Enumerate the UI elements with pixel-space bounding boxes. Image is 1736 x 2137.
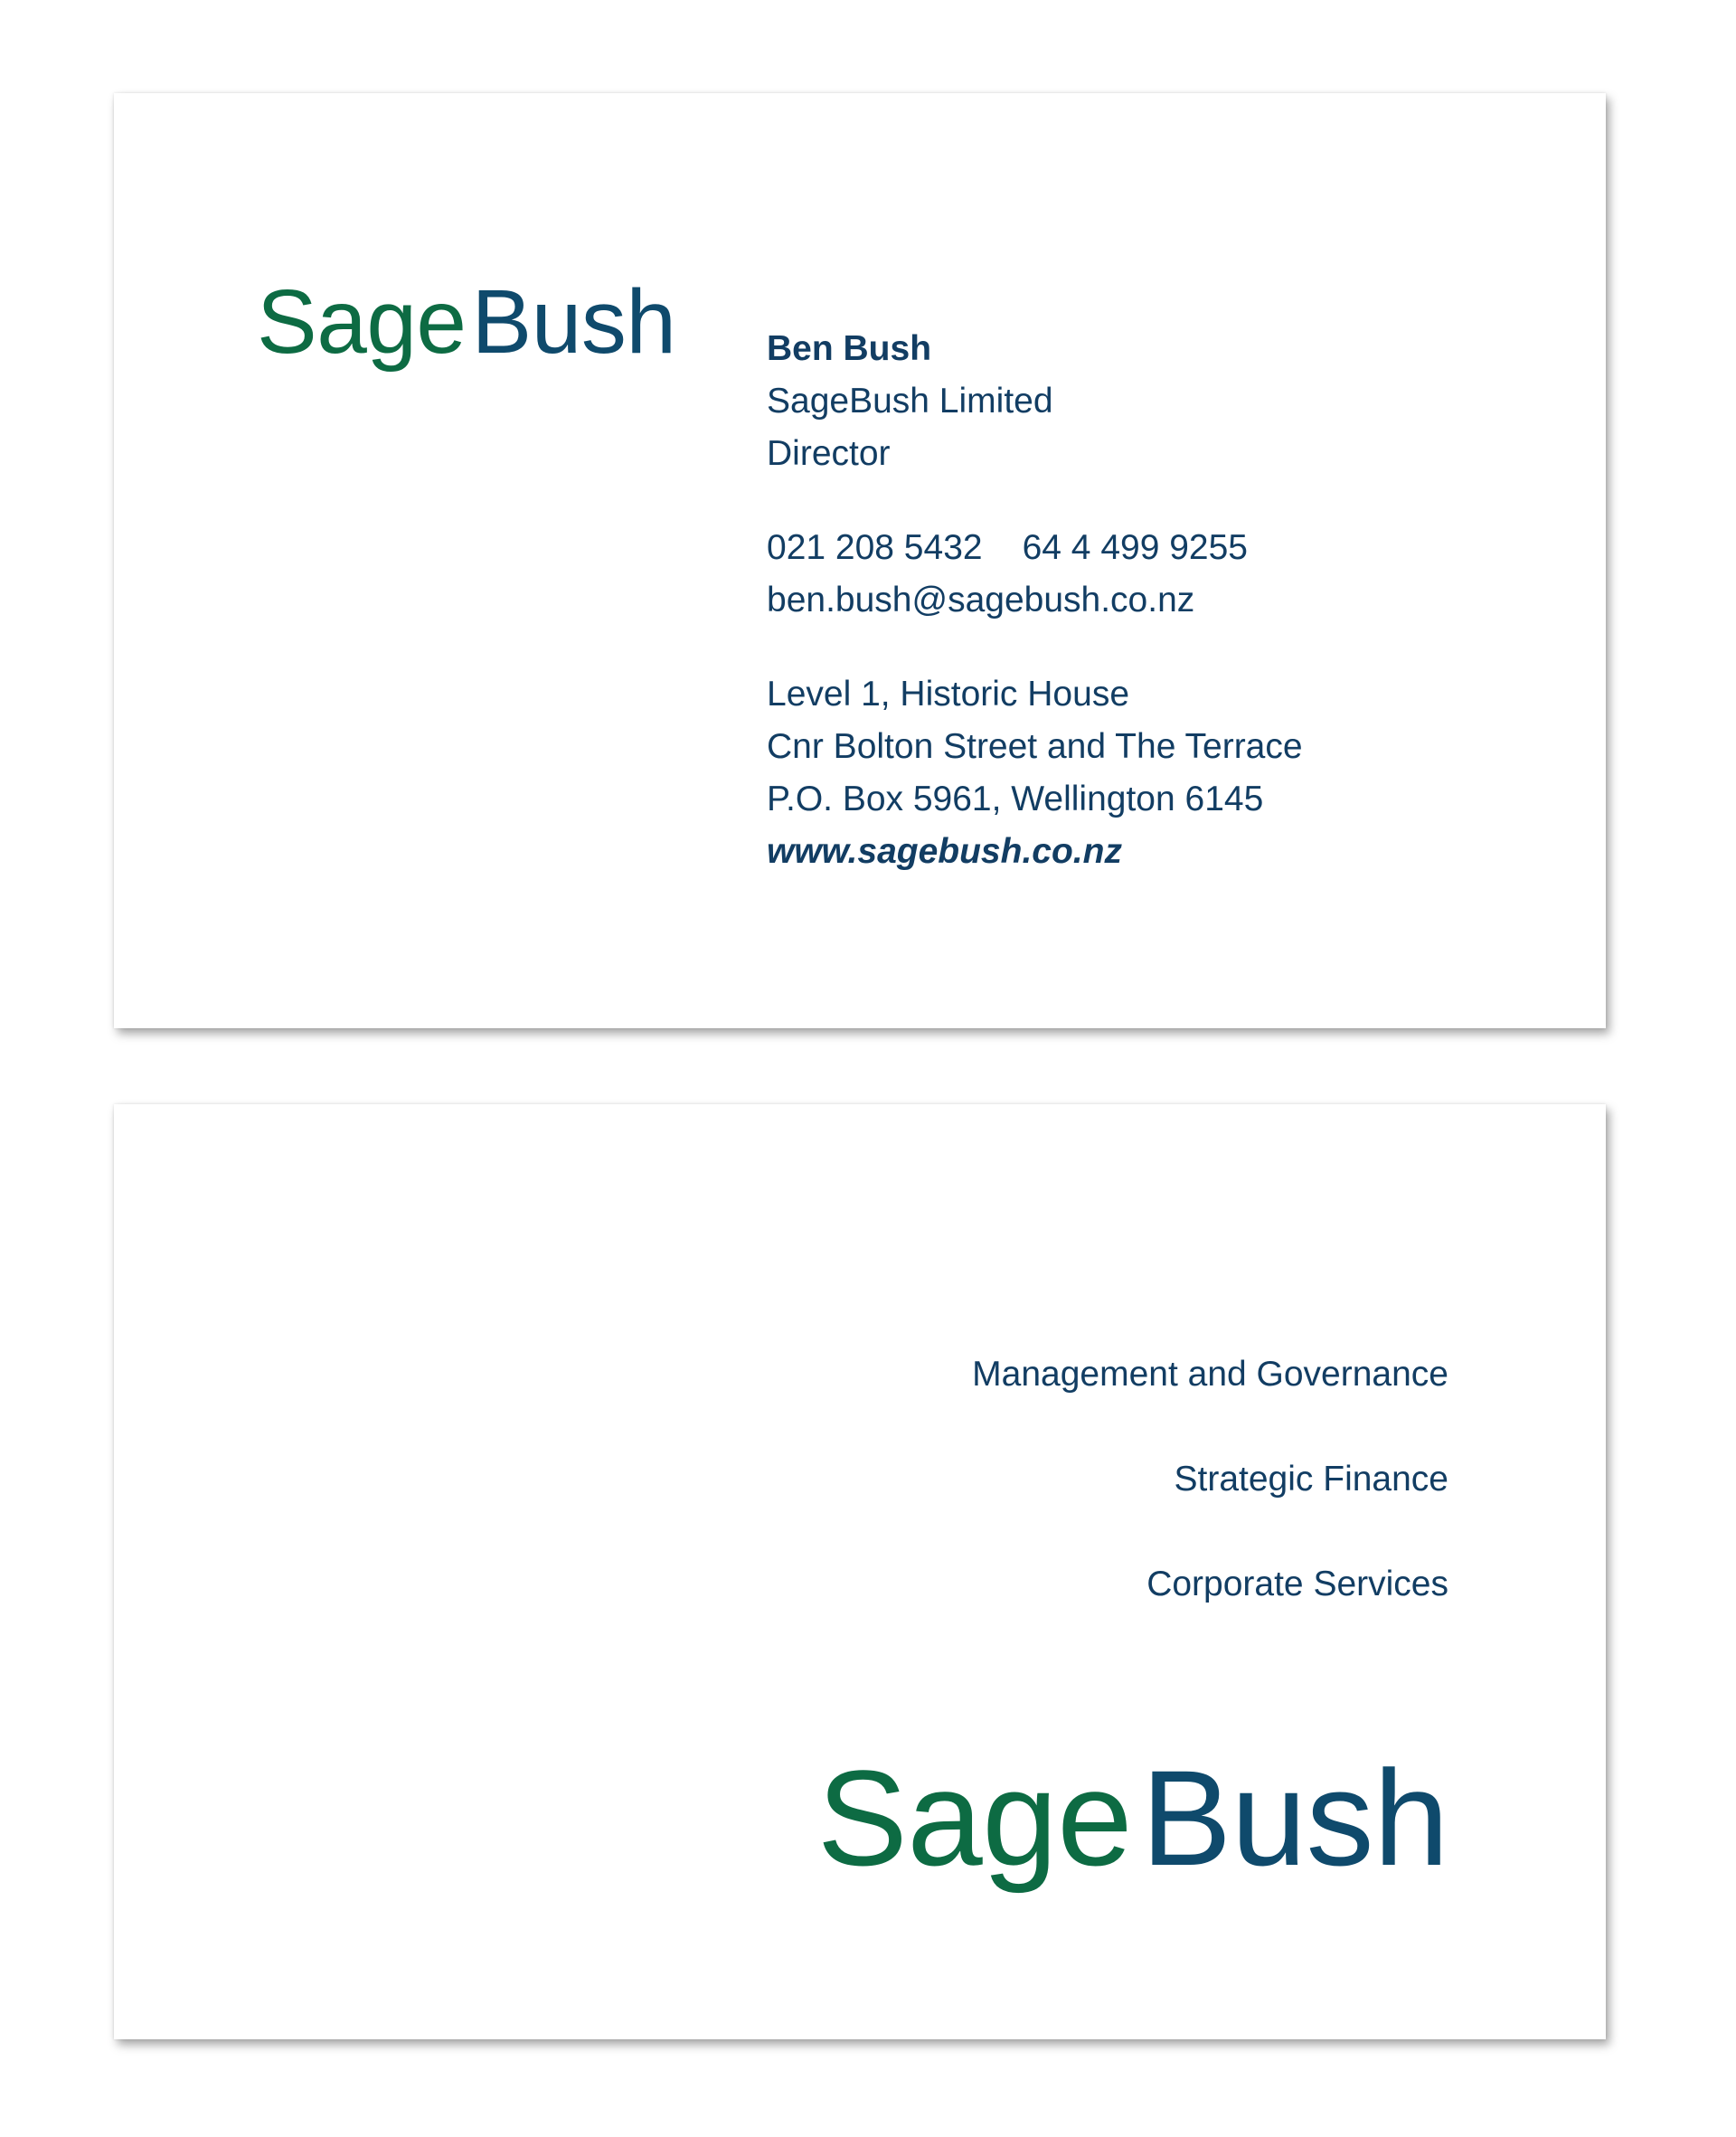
logo-bush-text: Bush	[471, 271, 676, 373]
services-list	[972, 1348, 1448, 1663]
service-item: Corporate Services	[1146, 1565, 1448, 1603]
address-line-3: P.O. Box 5961, Wellington 6145	[767, 780, 1264, 818]
address-line-1: Level 1, Historic House	[767, 675, 1130, 714]
contact-details	[767, 323, 1303, 878]
mobile-number: 021 208 5432	[767, 528, 983, 567]
job-title: Director	[767, 434, 891, 473]
spacer	[767, 627, 1303, 668]
sagebush-logo-large	[817, 1741, 1448, 1895]
logo-sage-text: Sage	[257, 271, 467, 373]
phone-numbers	[767, 522, 1303, 574]
contact-name: Ben Bush	[767, 329, 932, 368]
spacer	[767, 480, 1303, 522]
office-phone-number: 64 4 499 9255	[1022, 528, 1248, 567]
company-name: SageBush Limited	[767, 382, 1053, 421]
service-item: Strategic Finance	[1174, 1460, 1448, 1499]
business-card-back	[114, 1104, 1606, 2039]
service-item: Management and Governance	[972, 1355, 1448, 1394]
sagebush-logo	[257, 272, 675, 372]
email-address: ben.bush@sagebush.co.nz	[767, 581, 1195, 619]
logo-bush-text: Bush	[1141, 1742, 1448, 1894]
logo-sage-text: Sage	[816, 1742, 1133, 1894]
business-card-front	[114, 93, 1606, 1028]
website-url: www.sagebush.co.nz	[767, 832, 1122, 871]
address-line-2: Cnr Bolton Street and The Terrace	[767, 727, 1303, 766]
